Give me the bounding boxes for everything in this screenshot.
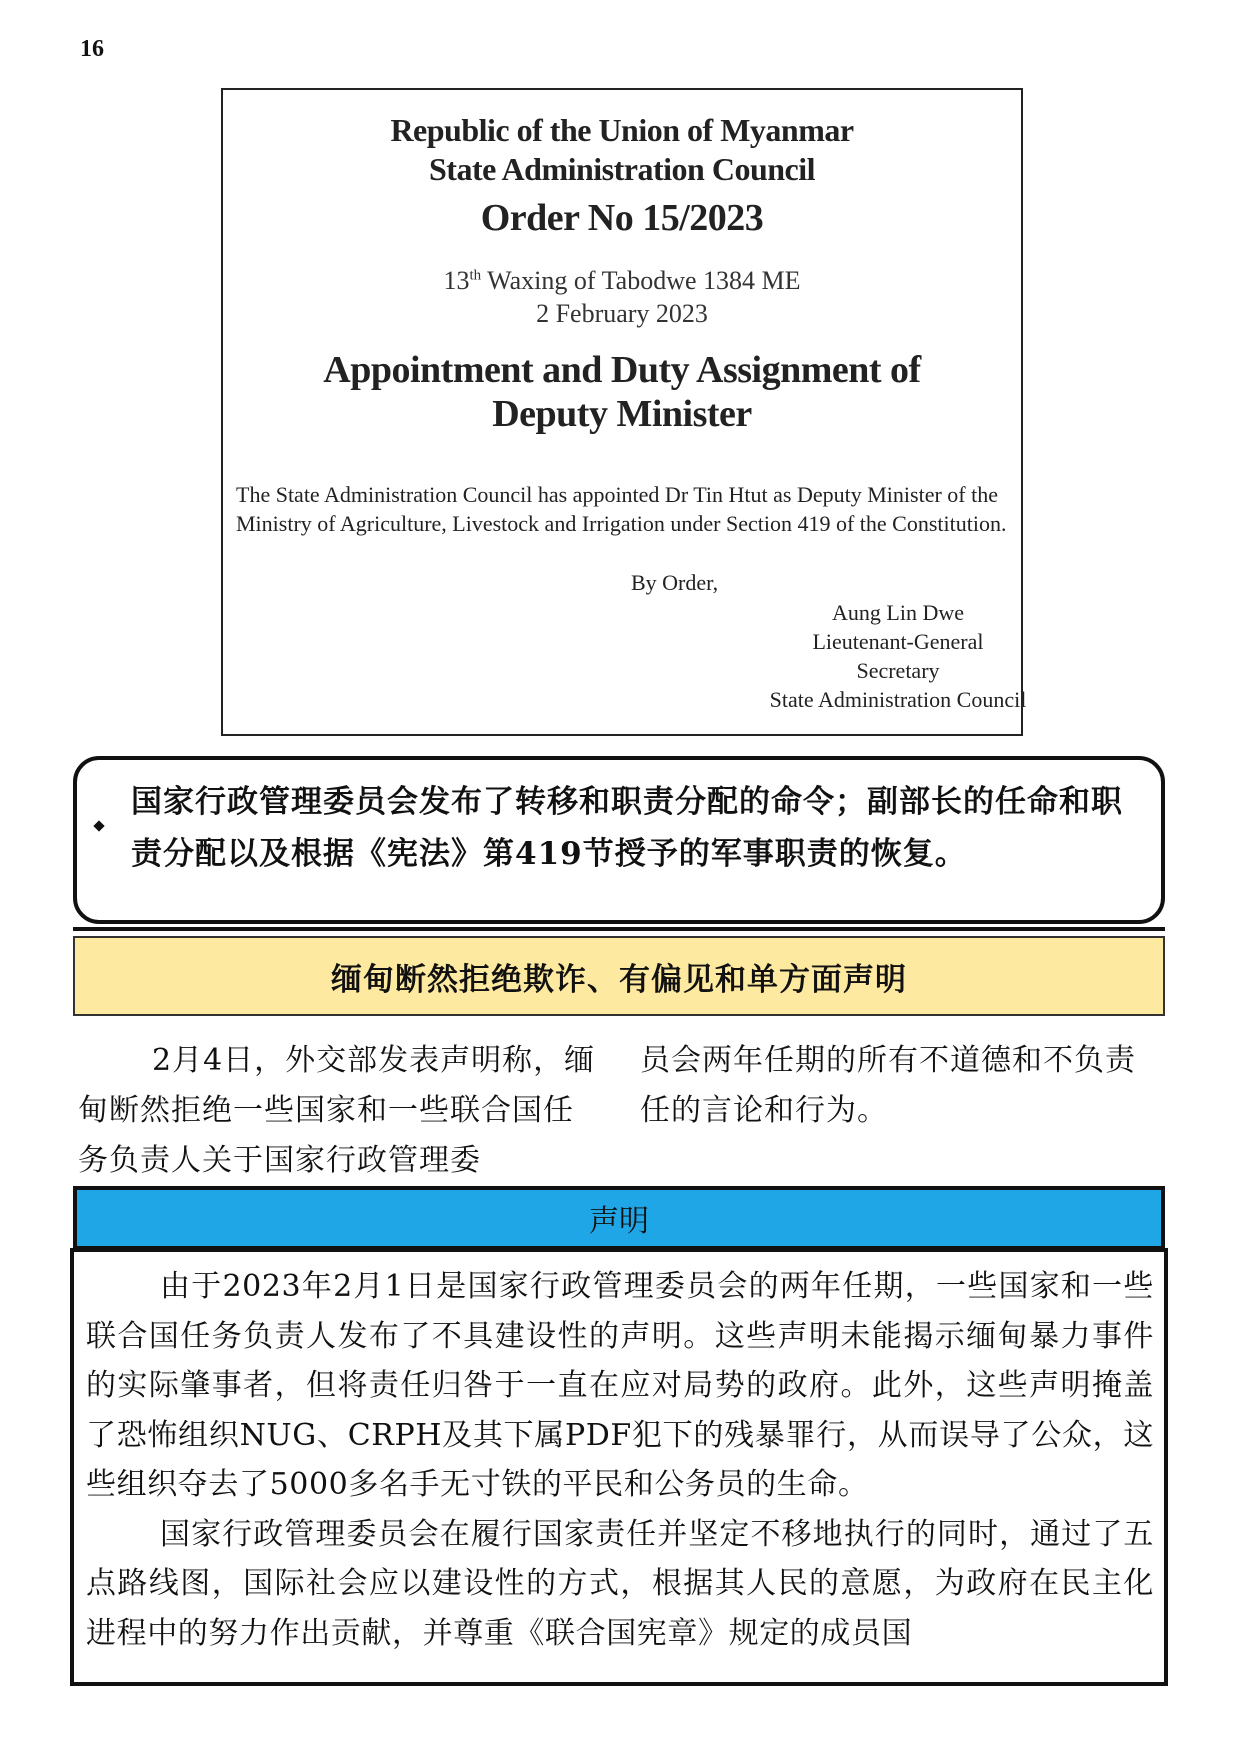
order-date-suffix: th (469, 267, 482, 284)
divider (73, 927, 1165, 931)
news-heading (73, 936, 1165, 1016)
order-signatory-name: Aung Lin Dwe (832, 600, 964, 625)
order-signatory-rank: Lieutenant-General (812, 629, 984, 654)
order-subject-line2: Deputy Minister (492, 393, 752, 435)
news-column-right: 员会两年任期的所有不道德和不负责任的言论和行为。 (640, 1043, 1136, 1128)
order-by-order: By Order, (631, 570, 719, 595)
order-date-rest: Waxing of Tabodwe 1384 ME (481, 266, 801, 295)
bullet-icon (93, 820, 104, 831)
order-date-gregorian: 2 February 2023 (536, 299, 708, 328)
summary-callout (73, 756, 1165, 924)
page-number: 16 (80, 36, 104, 62)
statement-box (70, 1248, 1168, 1686)
statement-body (86, 1262, 1154, 1658)
summary-text: 国家行政管理委员会发布了转移和职责分配的命令；副部长的任命和职责分配以及根据《宪法》第419节授予的军事职责的恢复。 (131, 784, 1123, 872)
order-signatory-title: Secretary (856, 658, 940, 683)
order-subject-line1: Appointment and Duty Assignment of (323, 349, 921, 391)
order-header-country: Republic of the Union of Myanmar (390, 112, 854, 148)
news-column-left: 2月4日，外交部发表声明称，缅甸断然拒绝一些国家和一些联合国任务负责人关于国家行政管理委 (78, 1043, 596, 1178)
order-header-council: State Administration Council (428, 151, 816, 187)
order-body: The State Administration Council has appointed Dr Tin Htut as Deputy Minister of the Ministry of Agriculture, Livestock and Irrigation under Section 419 of the Constitution. (236, 482, 1007, 536)
news-heading-text: 缅甸断然拒绝欺诈、有偏见和单方面声明 (331, 961, 907, 998)
order-notice (221, 88, 1027, 736)
order-number: Order No 15/2023 (480, 197, 764, 239)
statement-title: 声明 (589, 1204, 649, 1239)
statement-paragraph-1: 由于2023年2月1日是国家行政管理委员会的两年任期，一些国家和一些联合国任务负责人发布了不具建设性的声明。这些声明未能揭示缅甸暴力事件的实际肇事者，但将责任归咎于一直在应对局势的政府。此外，这些声明掩盖了恐怖组织NUG、CRPH及其下属PDF犯下的残暴罪行，从而误导了公众，这些组织夺去了5000多名手无寸铁的平民和公务员的生命。 (86, 1269, 1154, 1502)
statement-header (73, 1186, 1165, 1250)
order-date-day: 13 (443, 266, 470, 295)
statement-paragraph-2: 国家行政管理委员会在履行国家责任并坚定不移地执行的同时，通过了五点路线图，国际社会应以建设性的方式，根据其人民的意愿，为政府在民主化进程中的努力作出贡献，并尊重《联合国宪章》规定的成员国 (86, 1516, 1154, 1651)
order-date-myanmar (223, 266, 1021, 296)
order-signatory-org: State Administration Council (769, 687, 1027, 712)
